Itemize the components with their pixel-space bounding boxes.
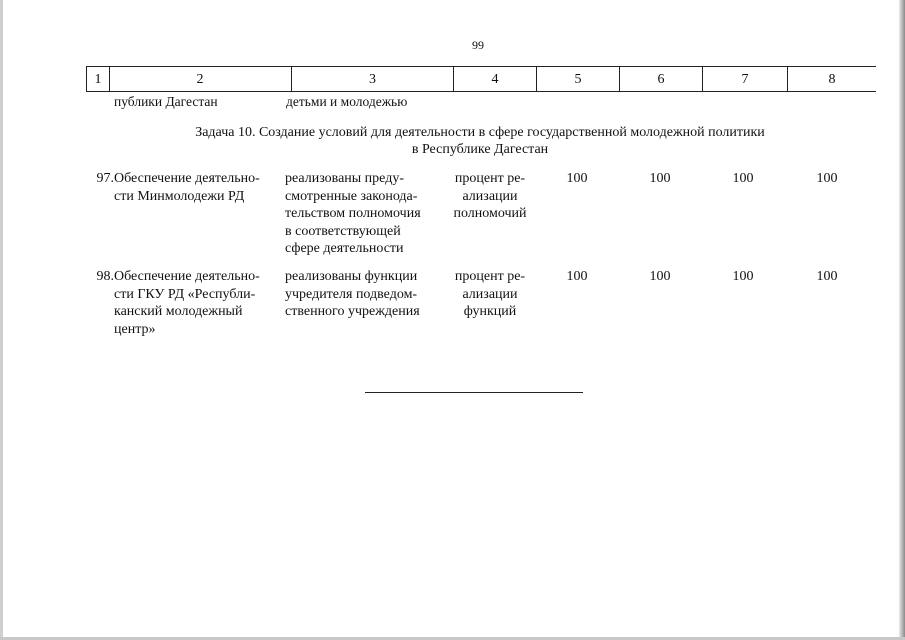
expected-result-line: ственного учреждения <box>285 304 420 319</box>
expected-result-line: тельством полномочия <box>285 206 421 221</box>
row-number: 97. <box>96 171 114 186</box>
value-col-8: 100 <box>816 171 838 186</box>
expected-result-line: сфере деятельности <box>285 241 404 256</box>
header-cell-2: 2 <box>109 67 292 91</box>
value-col-7: 100 <box>732 171 754 186</box>
expected-result-line: в соответствующей <box>285 223 401 239</box>
expected-result-line: реализованы функции <box>285 269 418 284</box>
indicator <box>450 268 530 321</box>
value-col-5: 100 <box>566 171 588 186</box>
expected-result <box>285 268 443 321</box>
header-cell-7: 7 <box>703 67 788 91</box>
task-heading-line-1: Задача 10. Создание условий для деятельности в сфере государственной молодежной политики <box>195 125 765 140</box>
expected-result-line: реализованы преду- <box>285 171 404 186</box>
indicator-line: функций <box>463 304 517 319</box>
end-of-document-rule <box>365 392 583 393</box>
indicator-line: ализации <box>462 286 518 302</box>
event-name-line: сти Минмолодежи РД <box>114 188 245 204</box>
value-col-6: 100 <box>649 269 671 284</box>
header-cell-1: 1 <box>86 67 110 91</box>
event-name <box>114 170 278 205</box>
value-col-6: 100 <box>649 171 671 186</box>
event-name-line: центр» <box>114 321 156 337</box>
event-name-line: Обеспечение деятельно- <box>114 171 260 186</box>
header-cell-8: 8 <box>828 72 836 87</box>
indicator <box>450 170 530 223</box>
event-name-line: канский молодежный <box>114 304 243 319</box>
task-heading-line-2: в Республике Дагестан <box>411 142 549 157</box>
value-col-7: 100 <box>732 269 754 284</box>
event-name-line: Обеспечение деятельно- <box>114 269 260 284</box>
header-cell-3: 3 <box>292 67 454 91</box>
header-cell-6: 6 <box>620 67 703 91</box>
expected-result-line: смотренные законода- <box>285 188 418 204</box>
expected-result-line: учредителя подведом- <box>285 286 418 302</box>
value-col-5: 100 <box>566 269 588 284</box>
indicator-line: процент ре- <box>454 269 526 284</box>
header-cell-4: 4 <box>454 67 537 91</box>
continuation-col2: публики Дагестан <box>114 94 218 109</box>
event-name-line: сти ГКУ РД «Республи- <box>114 286 256 302</box>
indicator-line: ализации <box>462 188 518 204</box>
header-cell-5: 5 <box>537 67 620 91</box>
event-name <box>114 268 278 338</box>
scan-edge-right <box>899 0 905 640</box>
indicator-line: полномочий <box>453 206 527 221</box>
continuation-col3: детьми и молодежью <box>286 94 408 109</box>
expected-result <box>285 170 443 258</box>
indicator-line: процент ре- <box>454 171 526 186</box>
scan-edge-left <box>0 0 3 640</box>
table-header-row <box>86 66 876 92</box>
value-col-8: 100 <box>816 269 838 284</box>
page-number: 99 <box>472 38 484 52</box>
row-number: 98. <box>96 269 114 284</box>
task-heading <box>130 124 830 158</box>
